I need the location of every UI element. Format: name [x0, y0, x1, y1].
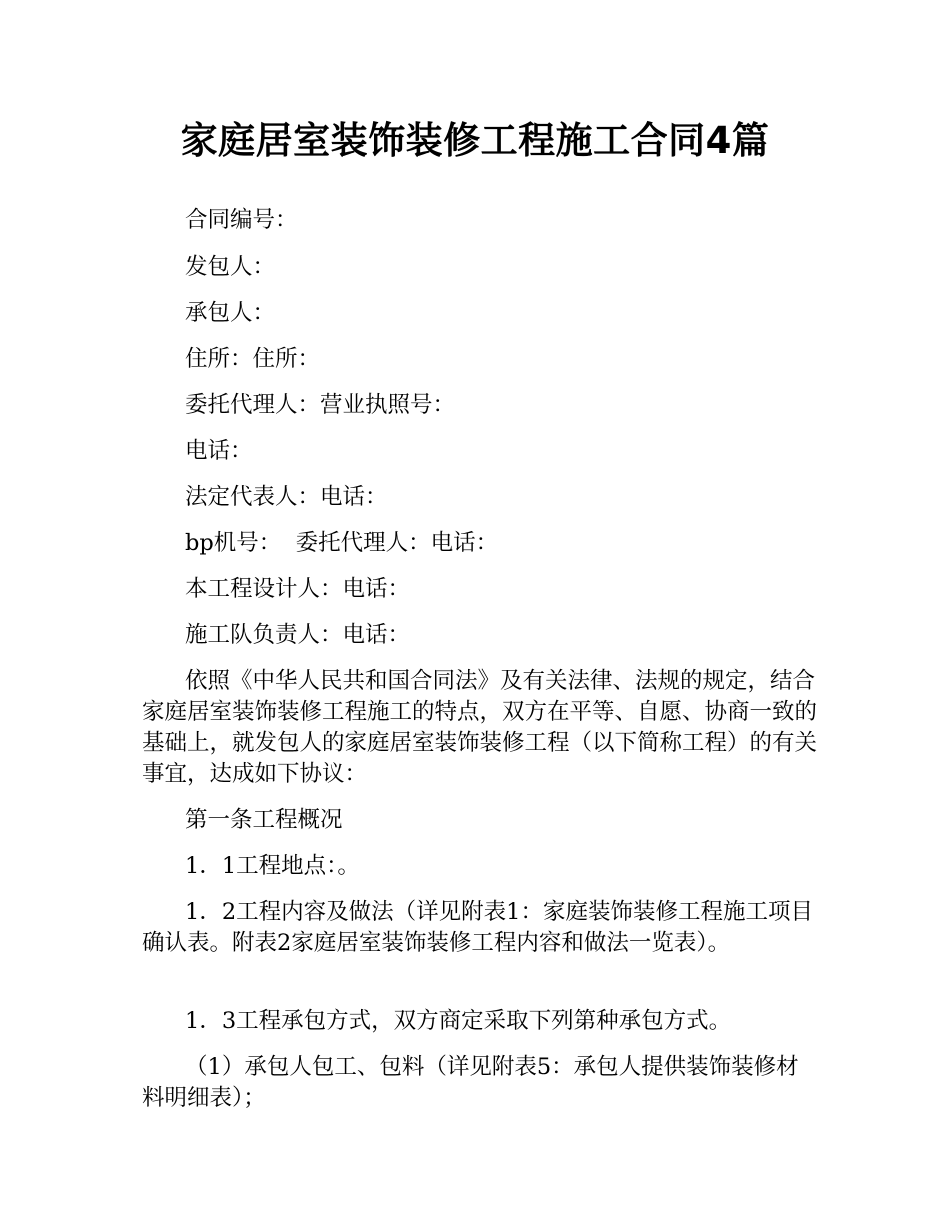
item-1-2: 1．2工程内容及做法（详见附表1：家庭装饰装修工程施工项目确认表。附表2家庭居室装饰装修工程内容和做法一览表）。 — [142, 899, 813, 956]
phone-line: 电话： — [185, 438, 253, 464]
agent-license-line: 委托代理人：营业执照号： — [185, 392, 456, 418]
employer-line: 发包人： — [185, 254, 276, 280]
intro-paragraph: 依照《中华人民共和国合同法》及有关法律、法规的规定，结合家庭居室装饰装修工程施工的特点，双方在平等、自愿、协商一致的基础上，就发包人的家庭居室装饰装修工程（以下简称工程）的有关事宜，达成如下协议： — [142, 668, 818, 787]
article-1-heading: 第一条工程概况 — [185, 807, 343, 833]
contract-number-line: 合同编号： — [185, 207, 298, 233]
team-leader-line: 施工队负责人：电话： — [185, 622, 411, 648]
item-1-1: 1．1工程地点：。 — [185, 853, 360, 879]
legal-rep-line: 法定代表人：电话： — [185, 484, 388, 510]
pager-agent-line: bp机号： 委托代理人：电话： — [185, 530, 499, 556]
option-1: （1）承包人包工、包料（详见附表5：承包人提供装饰装修材料明细表）； — [142, 1054, 799, 1111]
item-1-3: 1．3工程承包方式，双方商定采取下列第种承包方式。 — [185, 1008, 732, 1034]
contractor-line: 承包人： — [185, 300, 276, 326]
document-title: 家庭居室装饰装修工程施工合同4篇 — [180, 119, 770, 162]
address-line: 住所：住所： — [185, 346, 321, 372]
designer-line: 本工程设计人：电话： — [185, 576, 411, 602]
